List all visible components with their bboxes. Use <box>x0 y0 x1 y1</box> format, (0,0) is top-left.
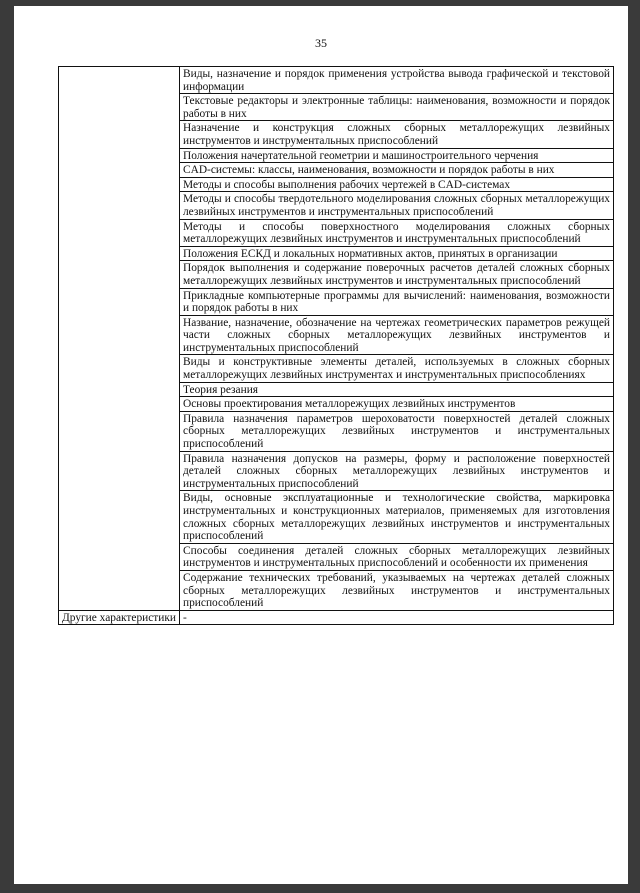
requirement-item: Методы и способы твердотельного моделирования сложных сборных металлорежущих лезвийных инструментов и инструментальных приспособлений <box>180 192 614 219</box>
requirement-item: CAD-системы: классы, наименования, возможности и порядок работы в них <box>180 163 614 178</box>
requirement-item: Правила назначения параметров шероховатости поверхностей деталей сложных сборных металлорежущих лезвийных инструментов и инструментальных приспособлений <box>180 411 614 451</box>
other-characteristics-label: Другие характеристики <box>59 610 180 625</box>
requirement-item: Текстовые редакторы и электронные таблицы: наименования, возможности и порядок работы в них <box>180 94 614 121</box>
requirement-item: Назначение и конструкция сложных сборных металлорежущих лезвийных инструментов и инструментальных приспособлений <box>180 121 614 148</box>
requirement-item: Методы и способы поверхностного моделирования сложных сборных металлорежущих лезвийных инструментов и инструментальных приспособлений <box>180 219 614 246</box>
requirement-item: Порядок выполнения и содержание поверочных расчетов деталей сложных сборных металлорежущих лезвийных инструментов и инструментальных приспособлений <box>180 261 614 288</box>
requirement-item: Основы проектирования металлорежущих лезвийных инструментов <box>180 397 614 412</box>
requirement-item: Виды и конструктивные элементы деталей, используемых в сложных сборных металлорежущих лезвийных инструментах и инструментальных приспособлениях <box>180 355 614 382</box>
requirement-item: Методы и способы выполнения рабочих чертежей в CAD-системах <box>180 177 614 192</box>
other-characteristics-row <box>59 610 614 625</box>
page-number: 35 <box>315 36 327 50</box>
requirement-item: Виды, назначение и порядок применения устройства вывода графической и текстовой информации <box>180 67 614 94</box>
other-characteristics-value: - <box>180 610 614 625</box>
requirement-item: Виды, основные эксплуатационные и технологические свойства, маркировка инструментальных и конструкционных материалов, применяемых для изготовления сложных сборных металлорежущих лезвийных инструментов и инструментальных приспособлений <box>180 491 614 543</box>
requirements-label-cell <box>59 67 180 611</box>
document-page <box>14 6 628 884</box>
requirement-item: Правила назначения допусков на размеры, форму и расположение поверхностей деталей сложных сборных металлорежущих лезвийных инструментов и инструментальных приспособлений <box>180 451 614 491</box>
requirement-item: Содержание технических требований, указываемых на чертежах деталей сложных сборных металлорежущих лезвийных инструментов и инструментальных приспособлений <box>180 570 614 610</box>
requirement-item: Способы соединения деталей сложных сборных металлорежущих лезвийных инструментов и инструментальных приспособлений и особенности их применения <box>180 543 614 570</box>
requirement-item: Теория резания <box>180 382 614 397</box>
requirement-row <box>59 67 614 94</box>
requirements-table-body <box>59 67 614 625</box>
requirements-table <box>58 66 614 625</box>
requirement-item: Название, назначение, обозначение на чертежах геометрических параметров режущей части сложных сборных металлорежущих лезвийных инструментов и инструментальных приспособлений <box>180 315 614 355</box>
requirement-item: Прикладные компьютерные программы для вычислений: наименования, возможности и порядок работы в них <box>180 288 614 315</box>
requirement-item: Положения начертательной геометрии и машиностроительного черчения <box>180 148 614 163</box>
requirement-item: Положения ЕСКД и локальных нормативных актов, принятых в организации <box>180 246 614 261</box>
